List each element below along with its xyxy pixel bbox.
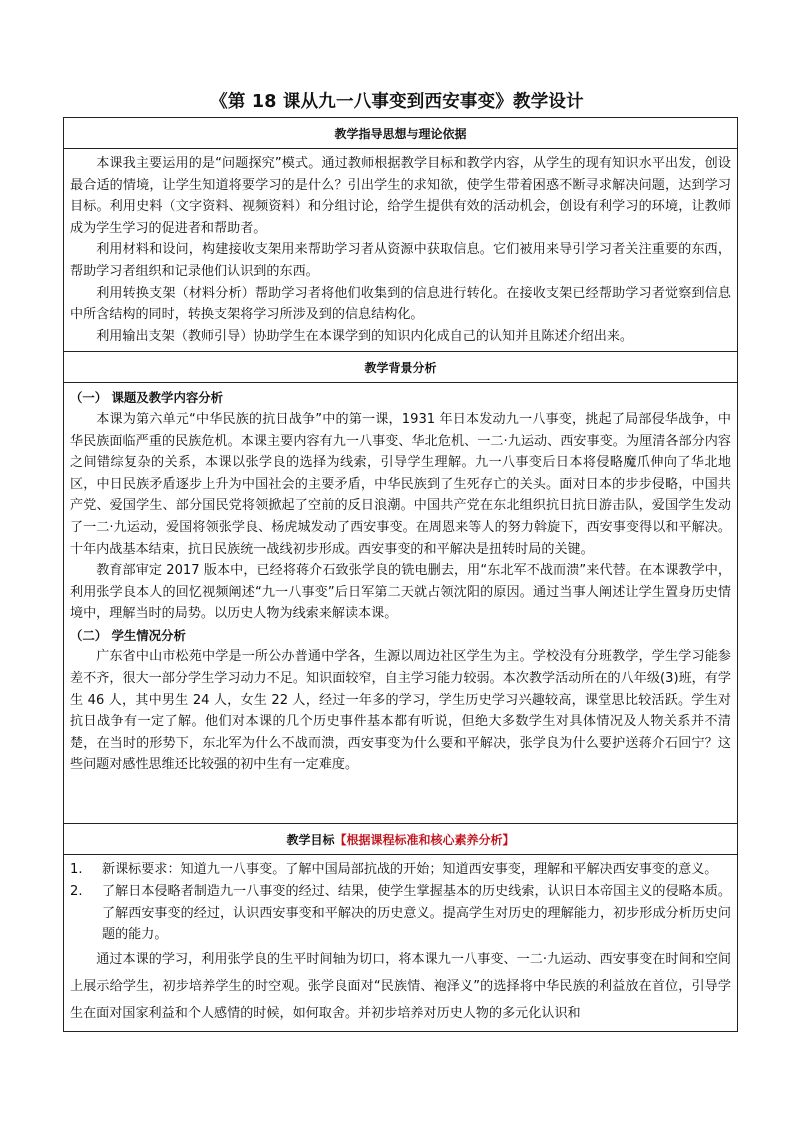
goals-heading-note: 【根据课程标准和核心素养分析】 bbox=[334, 832, 515, 847]
guiding-ideas-body bbox=[64, 149, 738, 352]
paragraph: 利用转换支架（材料分析）帮助学习者将他们收集到的信息进行转化。在接收支架已经帮助学习者觉察到信息中所含结构的同时，转换支架将学习所涉及到的信息结构化。 bbox=[70, 285, 731, 323]
section-heading-guiding-ideas: 教学指导思想与理论依据 bbox=[64, 118, 738, 149]
list-item bbox=[70, 859, 731, 881]
background-body bbox=[64, 383, 738, 824]
document-title: 《第 18 课从九一八事变到西安事变》教学设计 bbox=[210, 92, 584, 112]
subheading-student-analysis: （二） 学生情况分析 bbox=[70, 627, 186, 643]
paragraph: 教育部审定 2017 版本中，已经将蒋介石致张学良的铣电删去，用“东北军不战而溃”来代替。在本课教学中，利用张学良本人的回忆视频阐述“九一八事变”后日军第二天就占领沈阳的原因。通过当事人阐述让学生置身历史情境中，理解当时的局势。以历史人物为线索来解读本课。 bbox=[70, 563, 731, 622]
subheading-content-analysis: （一） 课题及教学内容分析 bbox=[70, 390, 224, 406]
list-text: 新课标要求：知道九一八事变。了解中国局部抗战的开始；知道西安事变，理解和平解决西安事变的意义。 bbox=[102, 862, 718, 878]
goals-body bbox=[64, 855, 738, 1031]
paragraph: 利用材料和设问，构建接收支架用来帮助学习者从资源中获取信息。它们被用来导引学习者关注重要的东西，帮助学习者组织和记录他们认识到的东西。 bbox=[70, 242, 731, 279]
paragraph: 本课为第六单元“中华民族的抗日战争”中的第一课，1931 年日本发动九一八事变，挑起了局部侵华战争，中华民族面临严重的民族危机。本课主要内容有九一八事变、华北危机、一二·九运动、西安事变。为厘清各部分内容之间错综复杂的关系，本课以张学良的选择为线索，引导学生理解。九一八事变后日本将侵略魔爪伸向了华北地区，中日民族矛盾逐步上升为中国社会的主要矛盾，中华民族到了生死存亡的关头。面对日本的步步侵略，中国共产党、爱国学生、部分国民党将领掀起了空前的反日浪潮。中国共产党在东北组织抗日抗日游击队，爱国学生发动了一二·九运动，爱国将领张学良、杨虎城发动了西安事变。在周恩来等人的努力斡旋下，西安事变得以和平解决。十年内战基本结束，抗日民族统一战线初步形成。西安事变的和平解决是扭转时局的关键。 bbox=[70, 411, 731, 557]
list-number: 2. bbox=[70, 883, 83, 899]
paragraph: 利用输出支架（教师引导）协助学生在本课学到的知识内化成自己的认知并且陈述介绍出来。 bbox=[96, 328, 634, 344]
paragraph: 通过本课的学习，利用张学良的生平时间轴为切口，将本课九一八事变、一二·九运动、西安事变在时间和空间上展示给学生，初步培养学生的时空观。张学良面对“民族情、袍泽义”的选择将中华民族的利益放在首位，引导学生在面对国家利益和个人感情的时候，如何取舍。并初步培养对历史人物的多元化认识和 bbox=[70, 951, 731, 1021]
list-item bbox=[70, 881, 731, 946]
section-heading-background: 教学背景分析 bbox=[64, 352, 738, 383]
paragraph: 广东省中山市松苑中学是一所公办普通中学各，生源以周边社区学生为主。学校没有分班教学，学生学习能参差不齐，很大一部分学生学习动力不足。知识面较窄，自主学习能力较弱。本次教学活动所在的八年级(3)班，有学生 46 人，其中男生 24 人，女生 22 人，经过一年多的学习，学生历史学习兴趣较高，课堂思比较活跃。学生对抗日战争有一定了解。他们对本课的几个历史事件基本都有听说，但绝大多数学生对具体情况及人物关系并不清楚，在当时的形势下，东北军为什么不战而溃，西安事变为什么要和平解决，张学良为什么要护送蒋介石回宁？这些问题对感性思维还比较强的初中生有一定难度。 bbox=[70, 649, 731, 773]
goals-heading-label: 教学目标 bbox=[286, 832, 335, 847]
list-text: 了解日本侵略者制造九一八事变的经过、结果，使学生掌握基本的历史线索，认识日本帝国主义的侵略本质。了解西安事变的经过，认识西安事变和平解决的历史意义。提高学生对历史的理解能力，初步形成分析历史问题的能力。 bbox=[102, 883, 731, 943]
section-heading-goals bbox=[64, 824, 738, 855]
paragraph: 本课我主要运用的是“问题探究”模式。通过教师根据教学目标和教学内容，从学生的现有知识水平出发，创设最合适的情境，让学生知道将要学习的是什么？引出学生的求知欲，使学生带着困惑不断寻求解决问题，达到学习目标。利用史料（文字资料、视频资料）和分组讨论，给学生提供有效的活动机会，创设有利学习的环境，让教师成为学生学习的促进者和帮助者。 bbox=[70, 156, 731, 236]
list-number: 1. bbox=[70, 862, 83, 878]
lesson-plan-table bbox=[63, 117, 738, 1032]
